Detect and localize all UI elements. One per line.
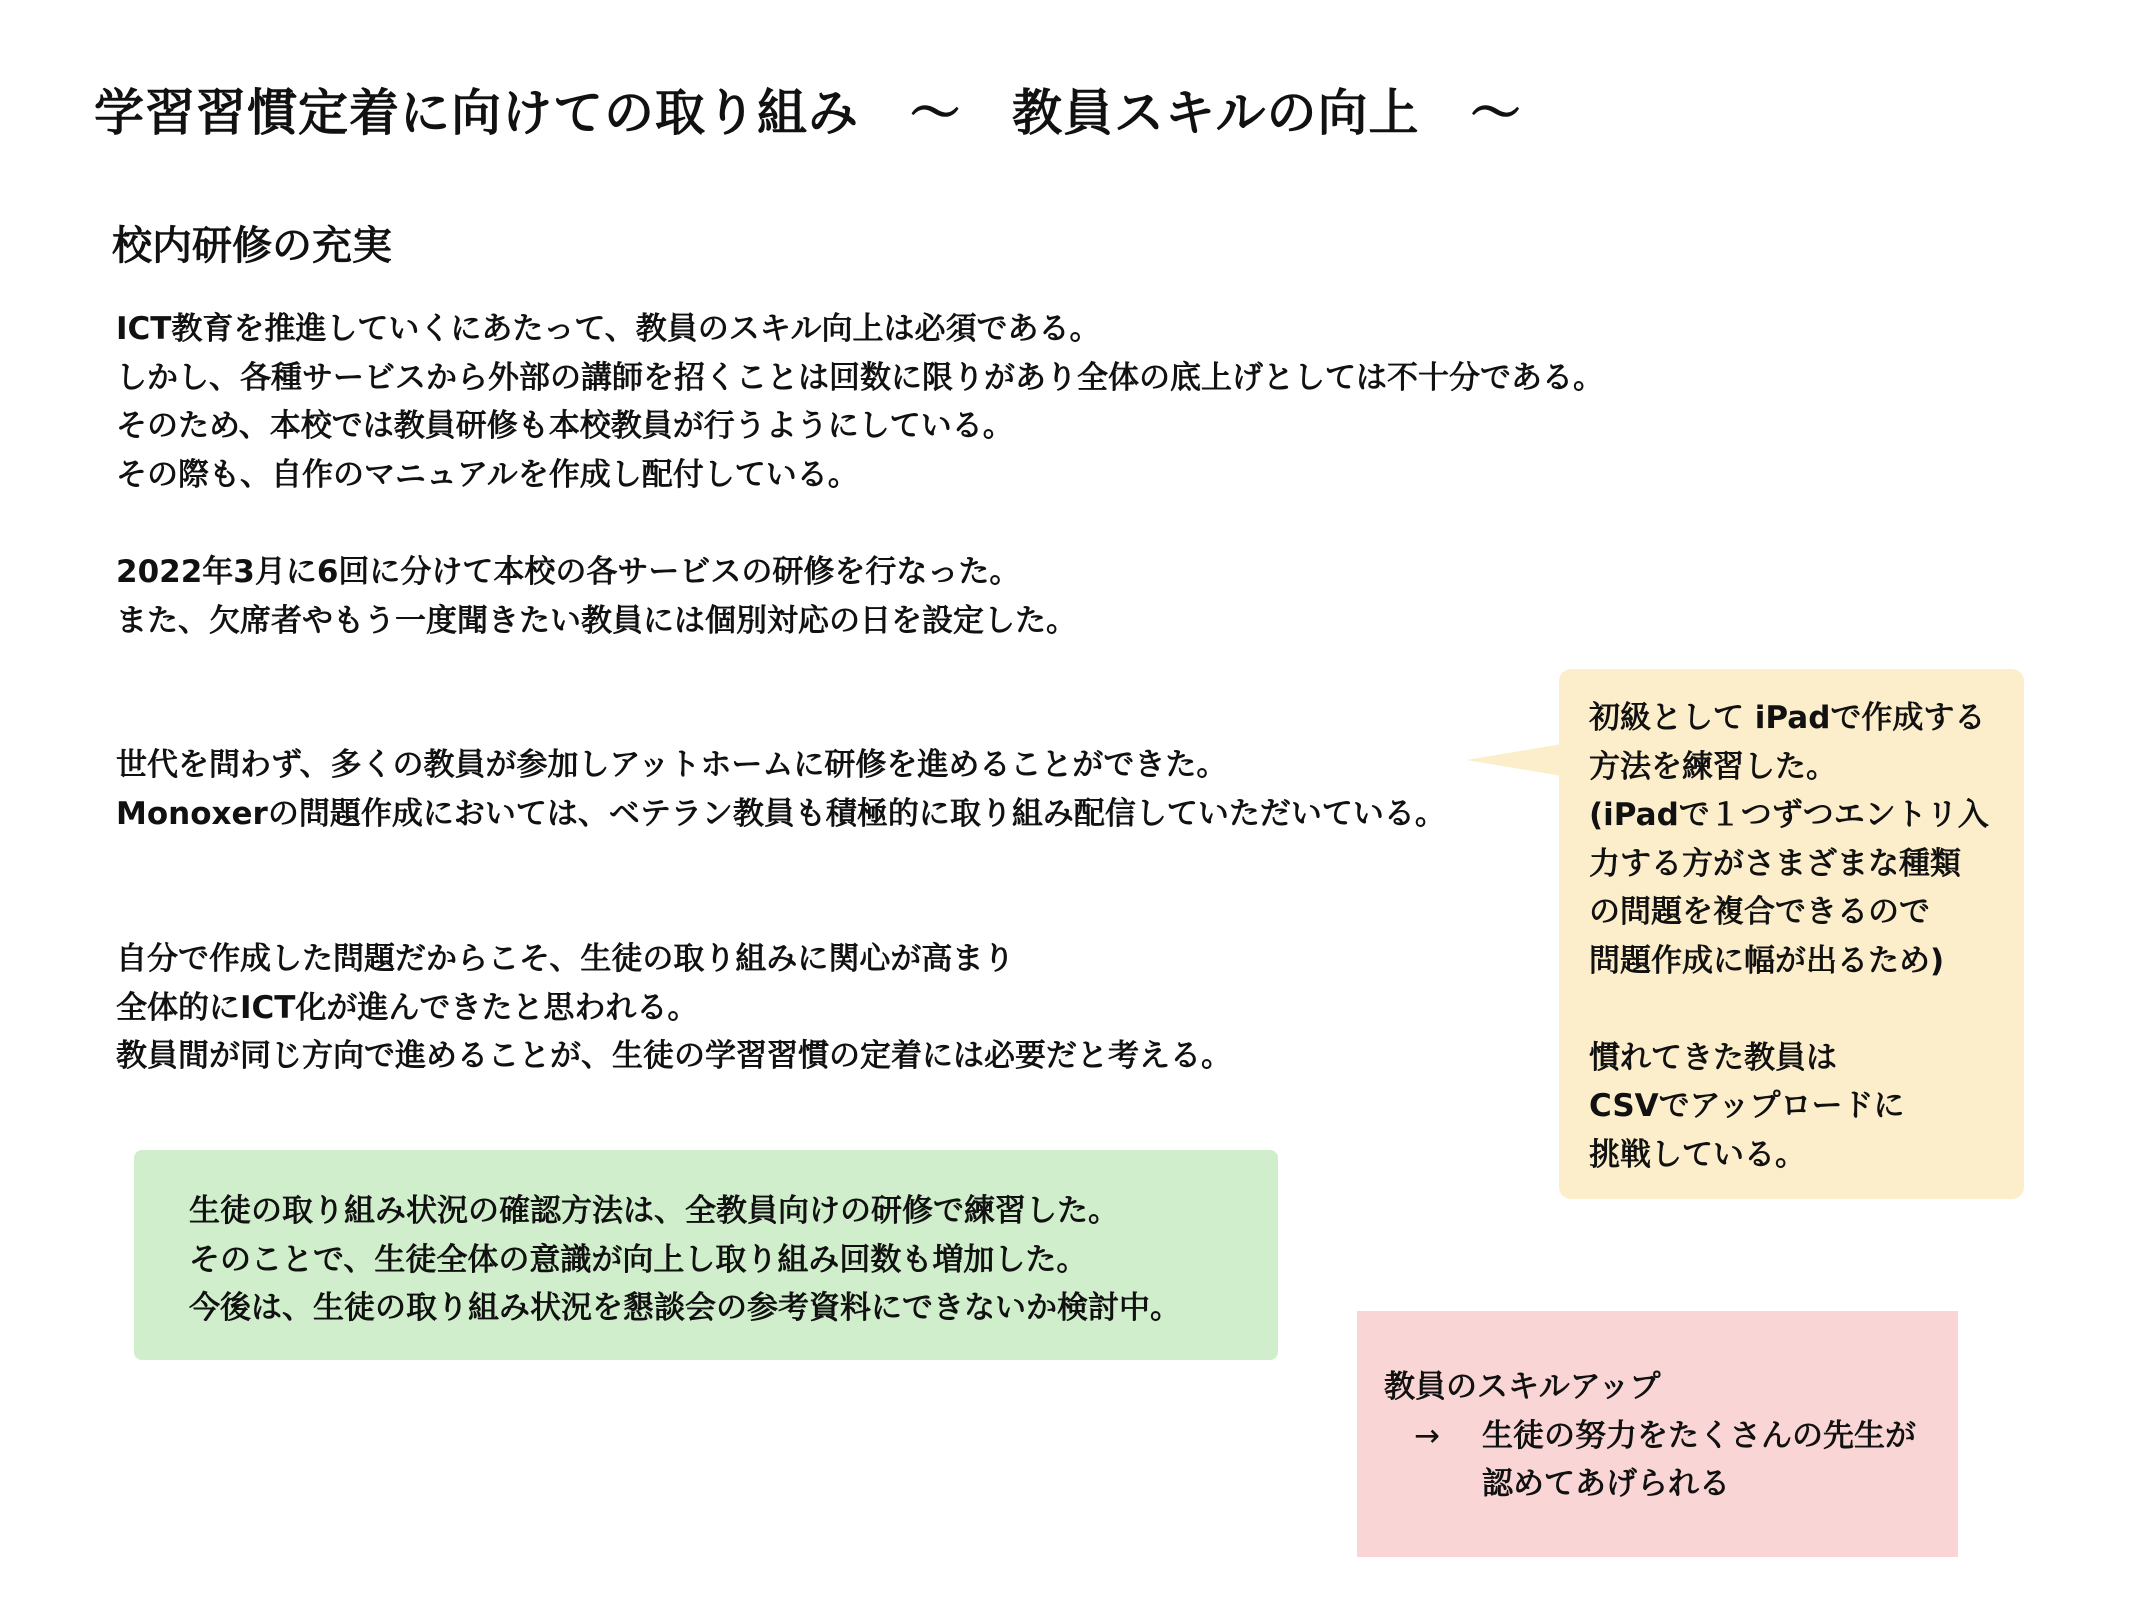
callout-line xyxy=(1589,985,2024,1034)
callout-line: 挑戦している。 xyxy=(1589,1136,1806,1173)
paragraph-line: その際も、自作のマニュアルを作成し配付している。 xyxy=(116,456,859,493)
paragraph-line: 教員間が同じ方向で進めることが、生徒の学習習慣の定着には必要だと考える。 xyxy=(116,1038,1232,1074)
callout-line: (iPadで１つずつエントリ入 xyxy=(1589,797,1989,833)
callout-line: 方法を練習した。 xyxy=(1589,748,1837,785)
note-line: 生徒の取り組み状況の確認方法は、全教員向けの研修で練習した。 xyxy=(189,1193,1119,1229)
paragraph-line: 2022年3月に6回に分けて本校の各サービスの研修を行なった。 xyxy=(116,554,1021,590)
right-arrow-icon: → xyxy=(1414,1417,1440,1454)
paragraph-line: 自分で作成した問題だからこそ、生徒の取り組みに関心が高まり xyxy=(116,941,1015,977)
paragraph-line: 世代を問わず、多くの教員が参加しアットホームに研修を進めることができた。 xyxy=(116,747,1228,783)
note-line: そのことで、生徒全体の意識が向上し取り組み回数も増加した。 xyxy=(189,1241,1088,1278)
callout-tail xyxy=(1466,742,1562,778)
summary-arrow-row xyxy=(1384,1412,1958,1461)
callout-line: 問題作成に幅が出るため) xyxy=(1589,942,1945,979)
paragraph-line: Monoxerの問題作成においては、ベテラン教員も積極的に取り組み配信していただいている。 xyxy=(116,795,1446,832)
paragraph-participation xyxy=(116,741,1446,838)
paragraph-line: そのため、本校では教員研修も本校教員が行うようにしている。 xyxy=(116,408,1014,444)
pink-summary-box xyxy=(1357,1311,1958,1557)
paragraph-line: また、欠席者やもう一度聞きたい教員には個別対応の日を設定した。 xyxy=(116,602,1077,639)
section-heading: 校内研修の充実 xyxy=(112,223,392,269)
page-title: 学習習慣定着に向けての取り組み ～ 教員スキルの向上 ～ xyxy=(94,84,1522,142)
callout-line: の問題を複合できるので xyxy=(1589,894,1930,930)
paragraph-conclusion xyxy=(116,935,1232,1081)
callout-line: 力する方がさまざまな種類 xyxy=(1589,845,1961,882)
summary-line: 教員のスキルアップ xyxy=(1384,1369,1661,1405)
paragraph-line: しかし、各種サービスから外部の講師を招くことは回数に限りがあり全体の底上げとしては不十分である。 xyxy=(116,359,1604,396)
callout-line: CSVでアップロードに xyxy=(1589,1088,1905,1124)
green-note-box xyxy=(134,1150,1278,1360)
summary-line: 認めてあげられる xyxy=(1482,1466,1730,1502)
callout-line: 初級として iPadで作成する xyxy=(1589,700,1986,736)
note-line: 今後は、生徒の取り組み状況を懇談会の参考資料にできないか検討中。 xyxy=(189,1290,1181,1326)
speech-bubble-callout xyxy=(1559,669,2024,1199)
paragraph-ict-skill xyxy=(116,305,1604,499)
summary-line: 生徒の努力をたくさんの先生が xyxy=(1482,1417,1916,1454)
paragraph-training-schedule xyxy=(116,548,1077,645)
paragraph-line: 全体的にICT化が進んできたと思われる。 xyxy=(116,989,699,1026)
callout-line: 慣れてきた教員は xyxy=(1589,1039,1837,1076)
paragraph-line: ICT教育を推進していくにあたって、教員のスキル向上は必須である。 xyxy=(116,311,1101,347)
